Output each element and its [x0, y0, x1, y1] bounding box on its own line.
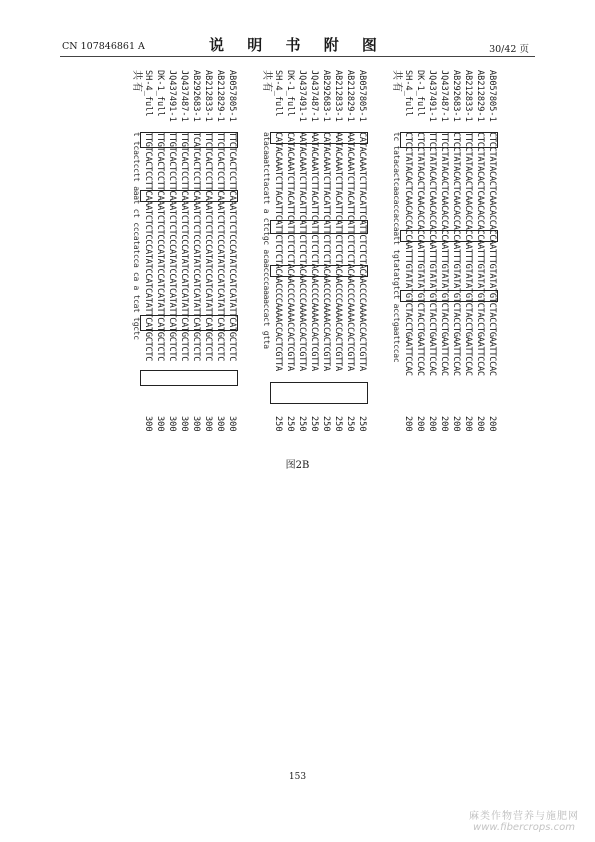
sequence-residues: CTCCTATACACTCAACACCACCAATTTGTATATGTCTACCTGAATTCCAC	[451, 132, 461, 376]
position-number: 300	[167, 416, 177, 432]
consensus-label: 共有	[391, 70, 402, 94]
rotated-alignment	[92, 62, 504, 440]
sequence-name: JQ437491-1	[297, 70, 307, 122]
alignment-row	[486, 70, 498, 440]
sequence-residues: AATACAAATCTTACATTCATTCTCTCTACAACCCCAAAACCACTCGTTA	[297, 132, 307, 371]
sequence-name: AB212829-1	[215, 70, 225, 122]
position-number: 200	[427, 416, 437, 432]
alignment-row	[438, 70, 450, 440]
position-number: 200	[451, 416, 461, 432]
variant-highlight-box	[140, 370, 238, 386]
variant-highlight-box	[140, 132, 238, 148]
consensus-sequence: t tcactcctt aaat ct cccatatcca ca a tcat tgctc	[132, 132, 141, 340]
variant-highlight-box	[270, 132, 368, 144]
position-number: 250	[357, 416, 367, 432]
position-number: 300	[191, 416, 201, 432]
header-rule	[60, 56, 535, 57]
sequence-residues: TTCTCACTCCTTCAAATCTCTCCCATATCCATCATATTCATGCTCTC	[215, 132, 225, 362]
sequence-name: AB057805-1	[357, 70, 367, 122]
sequence-residues: AATACAAATCTTACATTCATTCTCTCTACAACCCCAAAACCACTCGTTA	[345, 132, 355, 371]
variant-highlight-box	[400, 290, 498, 302]
sequence-residues: CTCCTATACACTCAACACCACCAATTTGTATATGTCTACCTGAATTCCAC	[487, 132, 497, 376]
position-number: 200	[487, 416, 497, 432]
sequence-name: DK-1_full	[155, 70, 165, 117]
variant-highlight-box	[140, 315, 238, 331]
sequence-name: AB212833-1	[203, 70, 213, 122]
position-number: 200	[475, 416, 485, 432]
sequence-residues: TTGTCACTCCTTCAAATCTCTCCCATATCCATCATATTCATGCTCTC	[167, 132, 177, 362]
variant-highlight-box	[140, 190, 238, 202]
sequence-residues: CATACAAATCTTACATTCATTCTCTCTACAACCCCAAAACCACTCGTTA	[321, 132, 331, 371]
position-number: 250	[345, 416, 355, 432]
sequence-name: JQ437491-1	[427, 70, 437, 122]
sequence-residues: TTCCTATACACTCAACACCACCAATTTGTATATGTCTACCTGAATTCCAC	[427, 132, 437, 376]
position-number: 300	[203, 416, 213, 432]
sequence-name: AB212833-1	[463, 70, 473, 122]
patent-number: CN 107846861 A	[62, 41, 145, 52]
sequence-name: SH-4_full	[273, 70, 283, 117]
position-number: 200	[415, 416, 425, 432]
alignment-row	[450, 70, 462, 440]
position-number: 200	[403, 416, 413, 432]
position-number: 200	[439, 416, 449, 432]
consensus-row	[390, 70, 402, 440]
position-number: 250	[321, 416, 331, 432]
alignment-row	[402, 70, 414, 440]
alignment-row	[474, 70, 486, 440]
position-number: 300	[143, 416, 153, 432]
position-number: 300	[155, 416, 165, 432]
variant-highlight-box	[270, 265, 368, 277]
alignment-row	[426, 70, 438, 440]
sequence-residues: TTCCTATACACTCAACACCACCAATTTGTATATGTCTACCTGAATTCCAC	[463, 132, 473, 376]
alignment-block	[102, 70, 238, 440]
variant-highlight-box	[400, 230, 498, 242]
sequence-residues: TCATCACTCCTTCAAATCTCTCCCATATCCATCATATTCATGCTCTC	[191, 132, 201, 362]
sequence-name: SH-4_full	[403, 70, 413, 117]
variant-highlight-box	[400, 132, 498, 148]
position-number: 250	[333, 416, 343, 432]
sequence-residues: TTGTCACTCCTTCAAATCTCTCCCATATCCATCATATTCATGCTCTC	[155, 132, 165, 362]
sequence-name: DK-1_full	[285, 70, 295, 117]
sequence-residues: CTCCTATACACTCAACACCACCAATTTGTATATGTCTACCTGAATTCCAC	[403, 132, 413, 376]
sequence-name: AB292683-1	[451, 70, 461, 122]
alignment-row	[414, 70, 426, 440]
position-number: 200	[463, 416, 473, 432]
sequence-residues: CATACAAATCTTACATTCATTCTCTCTACAACCCCAAAACCACTCGTTA	[273, 132, 283, 371]
position-number: 250	[309, 416, 319, 432]
watermark-site-name: 麻类作物营养与施肥网	[469, 811, 579, 822]
sequence-name: JQ437487-1	[179, 70, 189, 122]
consensus-sequence: tc tatacactcaacaccaccaatt tgtatatgtct acctgaattccac	[392, 132, 401, 363]
sequence-alignment-figure	[92, 62, 504, 440]
sequence-residues: AATACAAATCTTACATTCATTCTCTCTACAACCCCAAAACCACTCGTTA	[333, 132, 343, 371]
sequence-name: AB057805-1	[227, 70, 237, 122]
sequence-name: AB292683-1	[191, 70, 201, 122]
figure-caption: 图2B	[285, 460, 310, 471]
position-number: 300	[179, 416, 189, 432]
sequence-residues: AATACAAATCTTACATTCATTCTCTCTACAACCCCAAAACCACTCGTTA	[309, 132, 319, 371]
alignment-block	[232, 70, 368, 440]
sequence-residues: TTGTCACTCCTTCAAATCTCTCCCATATCCATCATATTCATGCTCTC	[179, 132, 189, 362]
variant-highlight-box	[270, 220, 368, 234]
sequence-name: AB292683-1	[321, 70, 331, 122]
sequence-name: AB057805-1	[487, 70, 497, 122]
sequence-name: SH-4_full	[143, 70, 153, 117]
sequence-residues: CTCCTATACACTCAACACCACCAATTTGTATATGTCTACCTGAATTCCAC	[415, 132, 425, 376]
sequence-residues: CATACAAATCTTACATTCATTCTCTCTACAACCCCAAAACCACTCGTTA	[357, 132, 367, 371]
sequence-name: JQ437487-1	[439, 70, 449, 122]
sequence-name: AB212829-1	[345, 70, 355, 122]
alignment-block	[362, 70, 498, 440]
variant-highlight-box	[270, 382, 368, 404]
sequence-residues: TTCTCACTCCTTCAAATCTCTCCCATATCCATCATATTCATGCTCTC	[227, 132, 237, 362]
sequence-name: DK-1_full	[415, 70, 425, 117]
sequence-residues: TTCCTATACACTCAACACCACCAATTTGTATATGTCTACCTGAATTCCAC	[439, 132, 449, 376]
sequence-name: AB212833-1	[333, 70, 343, 122]
sequence-residues: TTGTCACTCCTTCAAATCTCTCCCATATCCATCATATTCATGCTCTC	[143, 132, 153, 362]
page-ratio: 30/42 页	[489, 44, 529, 55]
sequence-name: JQ437491-1	[167, 70, 177, 122]
sequence-name: AB212829-1	[475, 70, 485, 122]
page-title: 说 明 书 附 图	[209, 36, 386, 54]
position-number: 300	[227, 416, 237, 432]
alignment-row	[462, 70, 474, 440]
sequence-residues: CTCCTATACACTCAACACCACCAATTTGTATATGTCTACCTGAATTCCAC	[475, 132, 485, 376]
page-number: 153	[288, 772, 307, 782]
position-number: 250	[297, 416, 307, 432]
sequence-residues: TTCTCACTCCTTCAAATCTCTCCCATATCCATCATATTCATGCTCTC	[203, 132, 213, 362]
sequence-name: JQ437487-1	[309, 70, 319, 122]
position-number: 250	[273, 416, 283, 432]
position-number: 300	[215, 416, 225, 432]
sequence-residues: CATACAAATCTTACATTCATTCTCTCTACAACCCCAAAACCACTCGTTA	[285, 132, 295, 371]
consensus-label: 共有	[131, 70, 142, 94]
position-number: 250	[285, 416, 295, 432]
consensus-label: 共有	[261, 70, 272, 94]
watermark-url: www.fibercrops.com	[473, 822, 575, 833]
consensus-sequence: atacaaatcttacatt a ctctgc acaaccccaaaaccact gtta	[262, 132, 271, 349]
